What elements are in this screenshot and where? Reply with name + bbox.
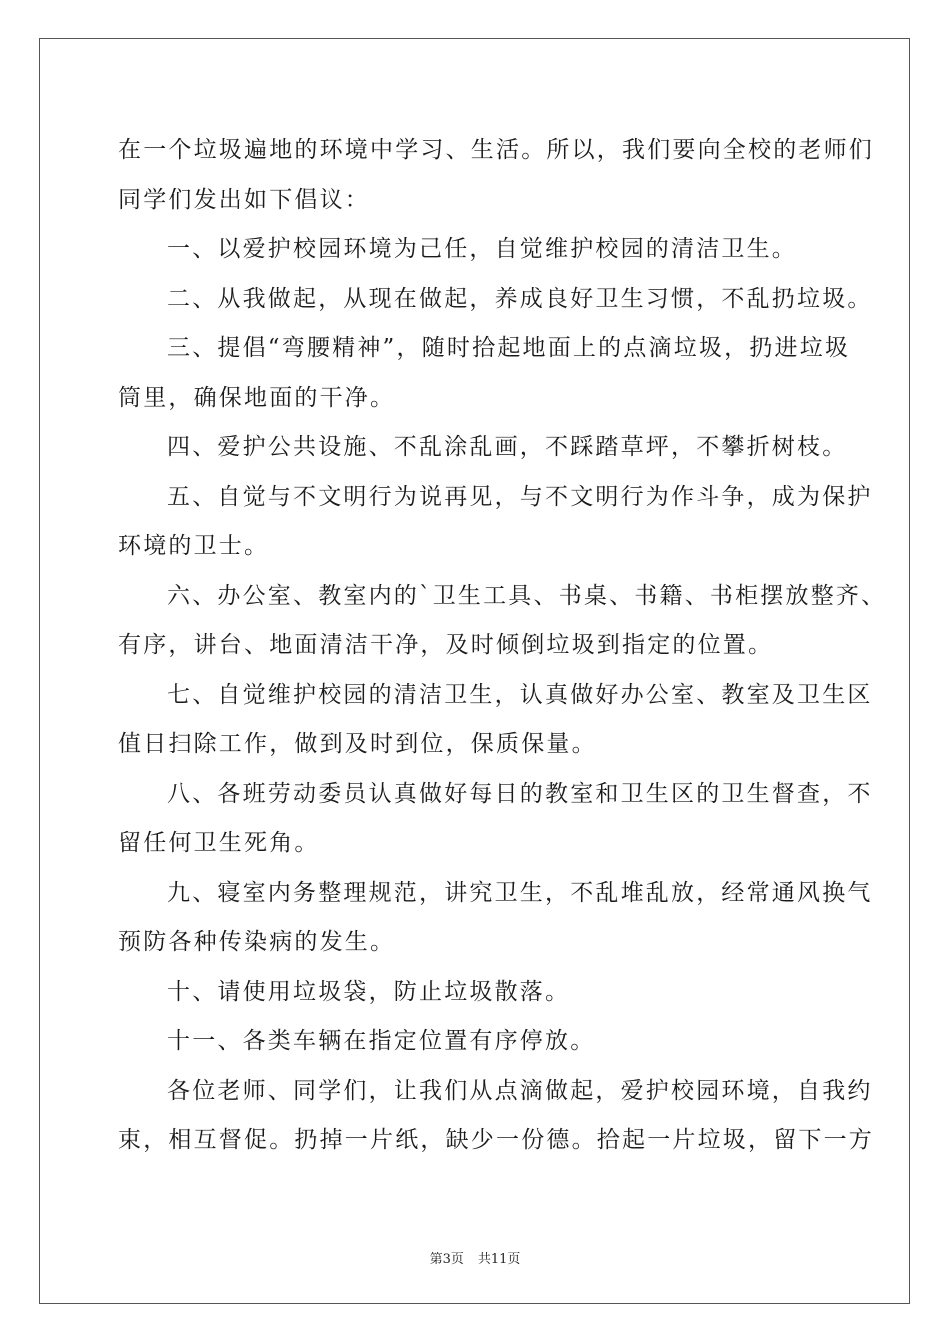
text-line: 一、以爱护校园环境为己任，自觉维护校园的清洁卫生。 [167,236,797,262]
text-line: 筒里，确保地面的干净。 [118,384,396,411]
text-line: 在一个垃圾遍地的环境中学习、生活。所以，我们要向全校的老师们 [118,137,874,163]
page-footer [0,1248,950,1267]
text-line: 六、办公室、教室内的`卫生工具、书桌、书籍、书柜摆放整齐、 [167,582,887,609]
text-line: 预防各种传染病的发生。 [118,929,396,955]
text-line: 九、寝室内务整理规范，讲究卫生，不乱堆乱放，经常通风换气 [167,879,873,906]
text-line: 五、自觉与不文明行为说再见，与不文明行为作斗争，成为保护 [167,483,873,510]
text-line: 有序，讲台、地面清洁干净，及时倾倒垃圾到指定的位置。 [118,632,774,658]
text-line: 值日扫除工作，做到及时到位，保质保量。 [118,731,597,757]
page-total: 共11页 [477,1252,521,1267]
document-body [118,126,887,1166]
text-line: 束，相互督促。扔掉一片纸，缺少一份德。拾起一片垃圾，留下一方 [118,1127,874,1153]
text-line: 十一、各类车辆在指定位置有序停放。 [167,1028,596,1054]
text-line: 四、爱护公共设施、不乱涂乱画，不踩踏草坪，不攀折树枝。 [167,434,848,460]
text-line: 十、请使用垃圾袋，防止垃圾散落。 [167,978,571,1005]
text-line: 七、自觉维护校园的清洁卫生，认真做好办公室、教室及卫生区 [167,681,873,708]
page-number: 第3页 [429,1252,464,1267]
text-line: 三、提倡“弯腰精神”，随时拾起地面上的点滴垃圾，扔进垃圾 [167,335,851,361]
text-line: 环境的卫士。 [118,533,270,559]
text-line: 二、从我做起，从现在做起，养成良好卫生习惯，不乱扔垃圾。 [167,285,873,312]
text-line: 八、各班劳动委员认真做好每日的教室和卫生区的卫生督查，不 [167,780,873,807]
text-line: 留任何卫生死角。 [118,830,320,856]
text-line: 同学们发出如下倡议： [118,186,370,213]
text-line: 各位老师、同学们，让我们从点滴做起，爱护校园环境，自我约 [167,1077,873,1104]
